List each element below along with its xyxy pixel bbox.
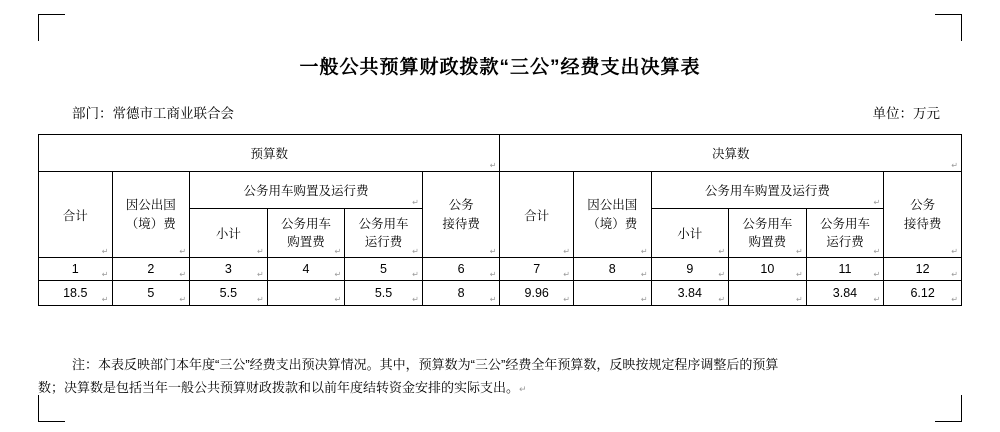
header-final-vehicle-subtotal: 小计 ↵ [651,209,729,258]
header-budget-vehicle-purchase-line2: 购置费 [287,235,325,249]
header-final-vehicle-operation [806,209,884,258]
table-row-group-header [39,135,962,172]
header-final-vehicle-purchase-line1: 公务用车 [742,216,793,231]
crop-mark-top-left [38,14,65,41]
note-text-1: 本表反映部门本年度“三公”经费支出预决算情况。其中，预算数为“三公”经费全年预算数，反映按规定程序调整后的预算 [98,357,779,372]
header-budget-vehicle-subtotal: 小计 ↵ [190,209,268,258]
header-final-hospitality [884,172,962,258]
column-number-4: 4 ↵ [267,258,345,281]
column-number-3: 3 ↵ [190,258,268,281]
paragraph-mark-icon: ↵ [519,383,527,394]
value-budget-abroad: 5 ↵ [112,281,190,306]
column-number-10: 10 ↵ [729,258,807,281]
page-title: 一般公共预算财政拨款“三公”经费支出决算表 [299,57,701,78]
meta-row [38,102,962,124]
header-final-vehicle-purchase-line2: 购置费 [748,235,787,249]
note-text-2: 数；决算数是包括当年一般公共预算财政拨款和以前年度结转资金安排的实际支出。 [38,379,520,395]
unit-label: 单位：万元 [872,106,940,121]
header-final-hospitality-line1: 公务 [910,198,936,213]
header-final-abroad-line1: 因公出国 [587,198,638,213]
header-final-abroad [573,172,651,258]
header-budget-total: 合计 ↵ [39,172,113,258]
crop-mark-top-right [935,14,962,41]
column-number-2: 2 ↵ [112,258,190,281]
note-label: 注： [72,357,99,372]
header-budget-vehicle-group: 公务用车购置及运行费 ↵ [190,172,423,209]
value-budget-vehicle-subtotal: 5.5 ↵ [190,281,268,306]
group-header-final: 决算数 ↵ [500,135,962,172]
header-budget-vehicle-purchase [267,209,345,258]
table-row-values [39,281,962,306]
value-final-total: 9.96 ↵ [500,281,574,306]
budget-final-accounts-table [38,134,962,306]
note-line-1 [38,354,962,377]
column-number-9: 9 ↵ [651,258,729,281]
header-budget-vehicle-operation-line2: 运行费 [364,235,403,249]
header-final-abroad-line2: （境）费 [587,216,638,231]
value-budget-total: 18.5 ↵ [39,281,113,306]
header-final-total: 合计 ↵ [500,172,574,258]
column-number-6: 6 ↵ [422,258,500,281]
header-budget-abroad [112,172,190,258]
header-final-vehicle-operation-line2: 运行费 [826,235,864,249]
header-budget-abroad-line1: 因公出国 [125,198,176,213]
value-final-vehicle-purchase [729,281,807,306]
column-number-5: 5 ↵ [345,258,423,281]
column-number-11: 11 ↵ [806,258,884,281]
header-budget-vehicle-operation [345,209,423,258]
header-budget-abroad-line2: （境）费 [125,216,176,231]
header-budget-hospitality [422,172,500,258]
header-final-vehicle-purchase [729,209,807,258]
value-final-vehicle-operation: 3.84 ↵ [806,281,884,306]
header-budget-hospitality-line2: 接待费 [442,216,480,231]
header-budget-hospitality-line1: 公务 [448,198,474,213]
value-final-abroad [573,281,651,306]
header-budget-vehicle-operation-line1: 公务用车 [358,216,409,231]
value-budget-vehicle-operation: 5.5 ↵ [345,281,423,306]
column-number-8: 8 ↵ [573,258,651,281]
header-final-vehicle-group: 公务用车购置及运行费 ↵ [651,172,884,209]
header-final-hospitality-line2: 接待费 [903,216,942,231]
header-budget-vehicle-purchase-line1: 公务用车 [280,216,331,231]
table-row-subgroup-header [39,172,962,209]
value-final-hospitality: 6.12 ↵ [884,281,962,306]
value-final-vehicle-subtotal: 3.84 ↵ [651,281,729,306]
value-budget-hospitality: 8 ↵ [422,281,500,306]
column-number-1: 1 ↵ [39,258,113,281]
group-header-budget: 预算数 ↵ [39,135,500,172]
header-final-vehicle-operation-line1: 公务用车 [819,216,870,231]
column-number-7: 7 ↵ [500,258,574,281]
value-budget-vehicle-purchase [267,281,345,306]
note-line-2 [38,377,962,400]
table-note [38,354,962,400]
column-number-12: 12 ↵ [884,258,962,281]
table-row-column-numbers [39,258,962,281]
department-label: 部门：常德市工商业联合会 [72,106,234,121]
